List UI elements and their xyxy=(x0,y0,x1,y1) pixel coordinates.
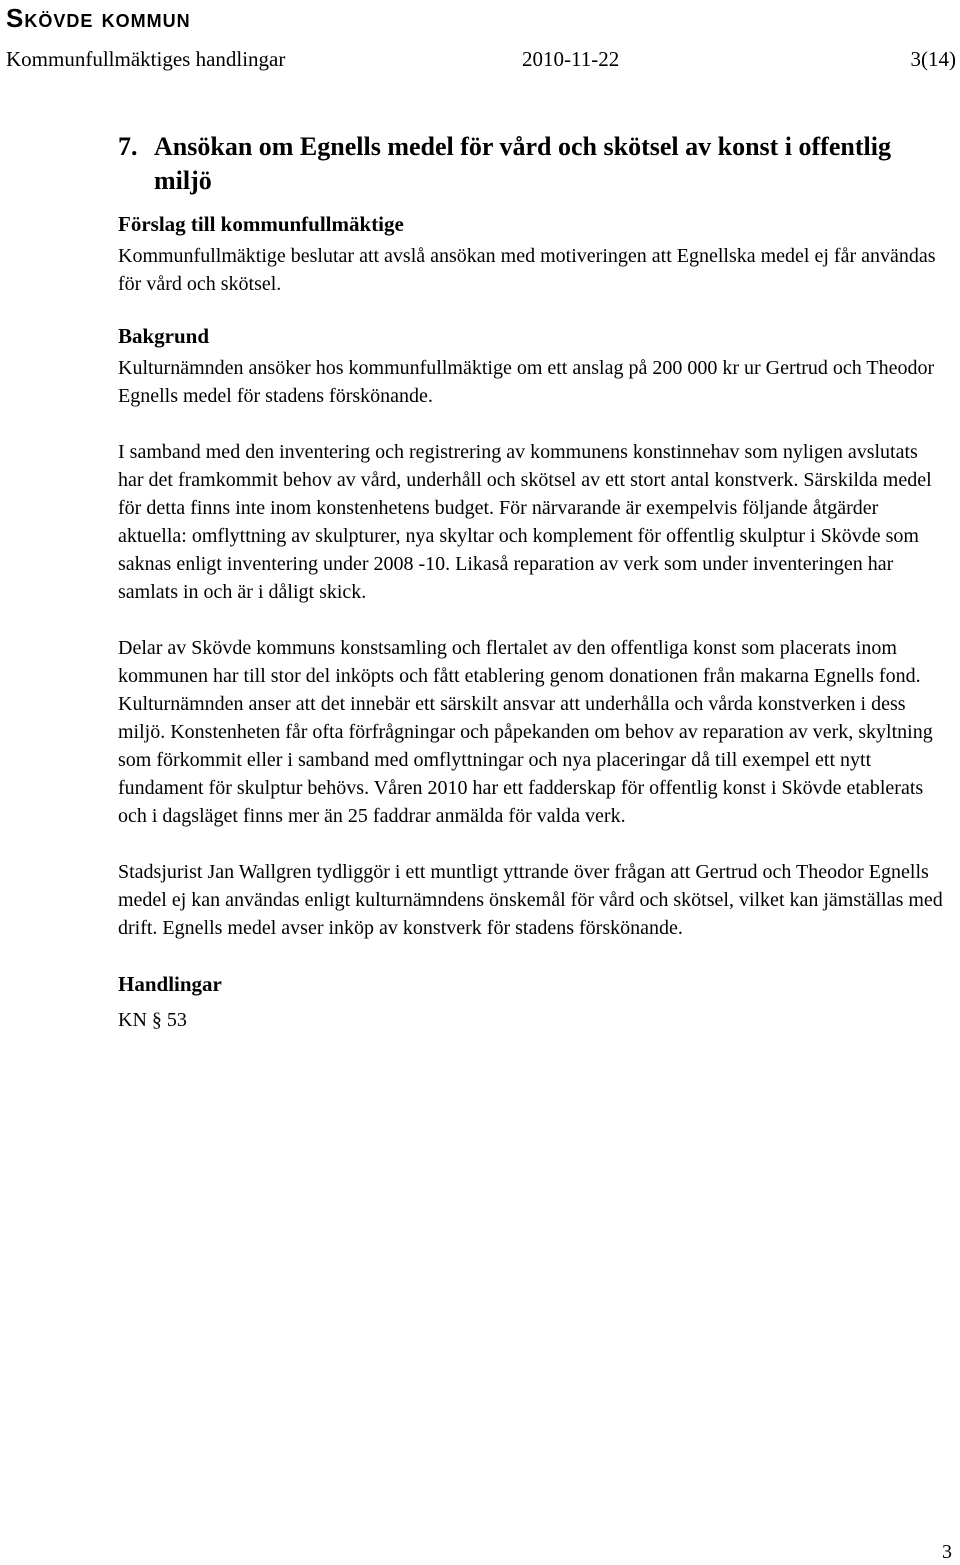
page-reference: 3(14) xyxy=(910,47,956,71)
section-number: 7. xyxy=(118,132,138,161)
document-date: 2010-11-22 xyxy=(522,47,620,71)
footer-page-number: 3 xyxy=(942,1541,952,1563)
background-paragraph: Delar av Skövde kommuns konstsamling och flertalet av den offentliga konst som placerats inom kommunen har till stor del inköpts och fått etablering genom donationen från makarna Egnells fond. Kulturnämnden anser att det innebär ett särskilt ansvar att underhålla och vårda konstverken i dess miljö. Konstenheten får ofta förfrågningar och påpekanden om behov av reparation av verk, skyltning som förkommit eller i samband med omflyttningar och nya placeringar då till exempel ett nytt fundament för skulptur behövs. Våren 2010 har ett fadderskap för offentlig konst i Skövde etablerats och i dagsläget finns mer än 25 faddrar anmälda för valda verk. xyxy=(118,637,933,827)
proposal-text: Kommunfullmäktige beslutar att avslå ansökan med motiveringen att Egnellska medel ej får användas för vård och skötsel. xyxy=(118,245,936,295)
document-body xyxy=(118,130,948,1034)
page-header xyxy=(6,44,956,74)
document-reference: KN § 53 xyxy=(118,1009,187,1031)
municipality-logo: Skövde kommun xyxy=(6,3,191,33)
background-heading: Bakgrund xyxy=(118,324,210,348)
section-title: Ansökan om Egnells medel för vård och skötsel av konst i offentlig miljö xyxy=(154,132,891,195)
proposal-heading: Förslag till kommunfullmäktige xyxy=(118,212,404,236)
background-paragraph: I samband med den inventering och registrering av kommunens konstinnehav som nyligen avslutats har det framkommit behov av vård, underhåll och skötsel av ett stort antal konstverk. Särskilda medel för detta finns inte inom konstenhetens budget. För närvarande är exempelvis följande åtgärder aktuella: omflyttning av skulpturer, nya skyltar och komplement för offentlig skulptur i Skövde som saknas enligt inventering under 2008 -10. Likaså reparation av verk som under inventeringen har samlats in och är i dåligt skick. xyxy=(118,441,932,603)
section-heading xyxy=(118,130,914,198)
document-title: Kommunfullmäktiges handlingar xyxy=(6,47,286,71)
background-paragraph: Stadsjurist Jan Wallgren tydliggör i ett muntligt yttrande över frågan att Gertrud och Theodor Egnells medel ej kan användas enligt kulturnämndens önskemål för vård och skötsel, vilket kan jämställas med drift. Egnells medel avser inköp av konstverk för stadens förskönande. xyxy=(118,861,943,939)
background-paragraph: Kulturnämnden ansöker hos kommunfullmäktige om ett anslag på 200 000 kr ur Gertrud och Theodor Egnells medel för stadens förskönande. xyxy=(118,357,935,407)
documents-heading: Handlingar xyxy=(118,972,222,996)
